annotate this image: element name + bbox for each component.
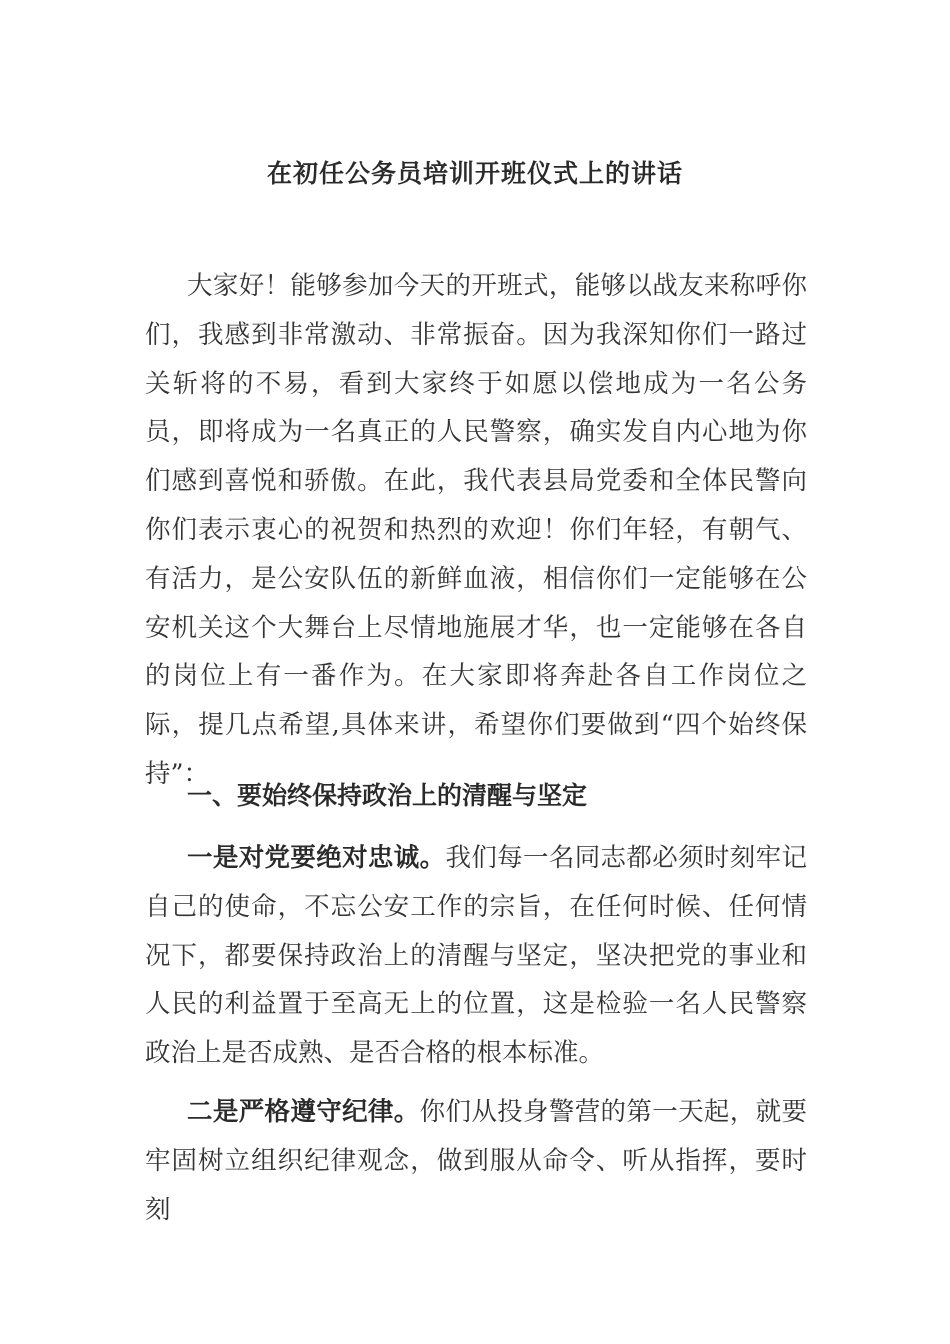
opening-paragraph: 大家好！能够参加今天的开班式，能够以战友来称呼你们，我感到非常激动、非常振奋。因为我深知你们一路过关斩将的不易，看到大家终于如愿以偿地成为一名公务员，即将成为一名真正的人民警察，确实发自内心地为你们感到喜悦和骄傲。在此，我代表县局党委和全体民警向你们表示衷心的祝贺和热烈的欢迎！你们年轻，有朝气、有活力，是公安队伍的新鲜血液，相信你们一定能够在公安机关这个大舞台上尽情地施展才华，也一定能够在各自的岗位上有一番作为。在大家即将奔赴各自工作岗位之际，提几点希望,具体来讲，希望你们要做到“四个始终保持”： <box>145 271 807 789</box>
point-one-text: 我们每一名同志都必须时刻牢记自己的使命，不忘公安工作的宗旨，在任何时候、任何情况下，都要保持政治上的清醒与坚定，坚决把党的事业和人民的利益置于至高无上的位置，这是检验一名人民警察政治上是否成熟、是否合格的根本标准。 <box>145 843 807 1069</box>
section-heading: 一、要始终保持政治上的清醒与坚定 <box>187 781 588 810</box>
point-one-paragraph <box>145 834 807 1078</box>
point-two-lead: 二是严格遵守纪律。 <box>187 1097 420 1127</box>
point-two-text: 你们从投身警营的第一天起，就要牢固树立组织纪律观念，做到服从命令、听从指挥，要时刻 <box>145 1097 807 1225</box>
point-one-lead: 一是对党要绝对忠诚。 <box>187 843 446 873</box>
document-title: 在初任公务员培训开班仪式上的讲话 <box>266 159 683 188</box>
point-two-paragraph <box>145 1088 807 1234</box>
